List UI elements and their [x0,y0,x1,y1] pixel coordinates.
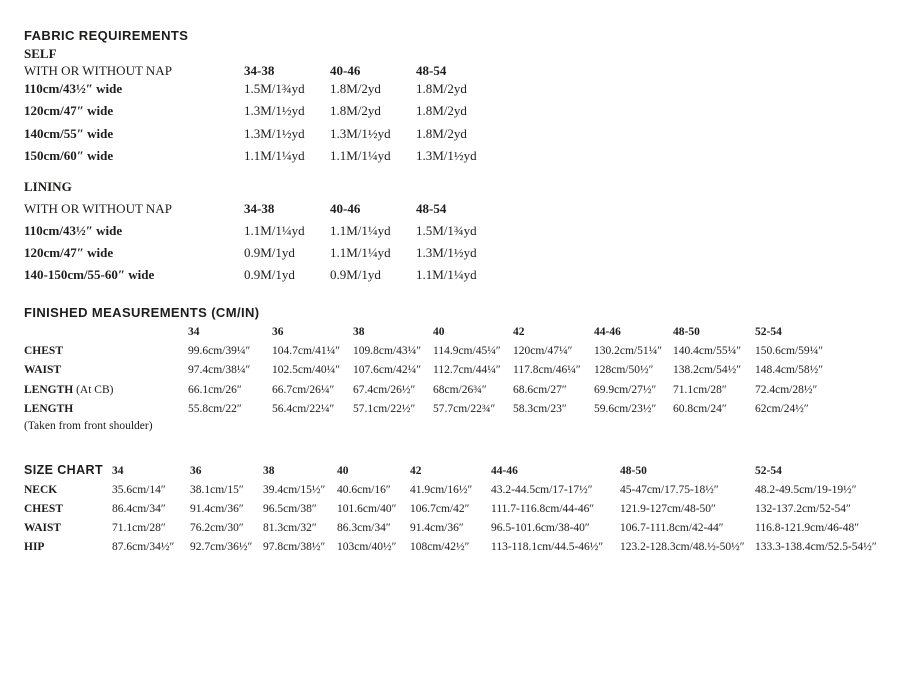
body-measurement-value: 123.2-128.3cm/48.½-50½″ [620,541,745,553]
self-nap-label: WITH OR WITHOUT NAP [24,63,172,78]
yardage-value: 1.1M/1¼yd [330,223,391,238]
table-row [24,126,884,142]
size-header: 52-54 [755,326,782,338]
self-size-header: 48-54 [416,63,447,78]
measurement-value: 97.4cm/38¼″ [188,364,251,376]
measurement-value: 71.1cm/28″ [673,384,727,396]
yardage-value: 1.1M/1¼yd [330,148,391,163]
yardage-value: 1.8M/2yd [416,81,467,96]
body-measurement-value: 92.7cm/36½″ [190,541,253,553]
measurement-value: 60.8cm/24″ [673,403,727,415]
measurement-value: 57.7cm/22¾″ [433,403,496,415]
body-measurement-value: 132-137.2cm/52-54″ [755,503,851,515]
measurement-value: 69.9cm/27½″ [594,384,657,396]
yardage-value: 1.1M/1¼yd [330,245,391,260]
yardage-value: 1.3M/1½yd [244,126,305,141]
measurement-value: 72.4cm/28½″ [755,384,818,396]
yardage-value: 1.5M/1¾yd [244,81,305,96]
fabric-width-label: 150cm/60″ wide [24,148,114,163]
table-row [24,81,884,97]
body-measurement-value: 133.3-138.4cm/52.5-54½″ [755,541,877,553]
yardage-value: 0.9M/1yd [244,245,295,260]
body-measurement-label: HIP [24,541,45,553]
fabric-width-label: 110cm/43½″ wide [24,223,123,238]
measurement-value: 102.5cm/40¼″ [272,364,341,376]
size-header: 36 [190,465,202,477]
table-row [24,223,884,239]
table-row [24,503,894,515]
measurement-label [24,384,188,396]
finished-measurements-header-row [24,326,894,338]
measurement-value: 114.9cm/45¼″ [433,345,501,357]
yardage-value: 1.3M/1½yd [330,126,391,141]
body-measurement-value: 43.2-44.5cm/17-17½″ [491,484,593,496]
body-measurement-value: 86.4cm/34″ [112,503,166,515]
table-row [24,403,894,415]
body-measurement-value: 103cm/40½″ [337,541,397,553]
body-measurement-value: 38.1cm/15″ [190,484,244,496]
body-measurement-label: CHEST [24,503,63,515]
body-measurement-value: 97.8cm/38½″ [263,541,326,553]
yardage-value: 1.1M/1¼yd [244,148,305,163]
body-measurement-value: 108cm/42½″ [410,541,470,553]
measurement-value: 148.4cm/58½″ [755,364,824,376]
self-size-header: 40-46 [330,63,361,78]
size-header: 52-54 [755,465,782,477]
body-measurement-value: 113-118.1cm/44.5-46½″ [491,541,604,553]
table-row [24,103,884,119]
lining-size-header: 48-54 [416,201,447,216]
table-row [24,345,894,357]
yardage-value: 1.3M/1½yd [416,148,477,163]
measurement-value: 56.4cm/22¼″ [272,403,335,415]
body-measurement-value: 76.2cm/30″ [190,522,244,534]
measurement-label-main: LENGTH [24,384,74,396]
measurement-value: 130.2cm/51¼″ [594,345,663,357]
lining-nap-label: WITH OR WITHOUT NAP [24,201,172,216]
size-header: 38 [353,326,365,338]
lining-size-header: 34-38 [244,201,275,216]
table-row [24,541,894,553]
yardage-value: 1.1M/1¼yd [416,267,477,282]
body-measurement-label: NECK [24,484,58,496]
measurement-value: 67.4cm/26½″ [353,384,416,396]
yardage-value: 1.3M/1½yd [416,245,477,260]
self-header-row [24,63,884,79]
measurement-value: 58.3cm/23″ [513,403,567,415]
body-measurement-value: 106.7cm/42″ [410,503,470,515]
measurement-label-note: (At CB) [76,384,114,396]
self-size-header: 34-38 [244,63,275,78]
yardage-value: 1.5M/1¾yd [416,223,477,238]
yardage-value: 0.9M/1yd [330,267,381,282]
fabric-width-label: 140-150cm/55-60″ wide [24,267,155,282]
measurement-value: 109.8cm/43¼″ [353,345,422,357]
body-measurement-value: 91.4cm/36″ [410,522,464,534]
lining-size-header: 40-46 [330,201,361,216]
yardage-value: 1.3M/1½yd [244,103,305,118]
table-row [24,384,894,396]
finished-measurements-title: FINISHED MEASUREMENTS (CM/IN) [24,305,260,320]
body-measurement-value: 91.4cm/36″ [190,503,244,515]
body-measurement-value: 121.9-127cm/48-50″ [620,503,716,515]
size-header: 34 [112,465,124,477]
measurement-value: 140.4cm/55¼″ [673,345,742,357]
yardage-value: 1.8M/2yd [416,103,467,118]
body-measurement-value: 87.6cm/34½″ [112,541,175,553]
table-row [24,148,884,164]
size-chart-header-row [24,463,894,477]
size-header: 38 [263,465,275,477]
size-header: 48-50 [620,465,647,477]
size-header: 42 [410,465,422,477]
body-measurement-value: 101.6cm/40″ [337,503,397,515]
measurement-value: 59.6cm/23½″ [594,403,657,415]
measurement-value: 120cm/47¼″ [513,345,573,357]
body-measurement-value: 39.4cm/15½″ [263,484,326,496]
measurement-label: LENGTH [24,403,74,415]
measurement-value: 62cm/24½″ [755,403,809,415]
lining-label: LINING [24,179,72,194]
measurement-value: 107.6cm/42¼″ [353,364,422,376]
yardage-value: 0.9M/1yd [244,267,295,282]
measurement-value: 57.1cm/22½″ [353,403,416,415]
body-measurement-value: 81.3cm/32″ [263,522,317,534]
measurement-value: 68.6cm/27″ [513,384,567,396]
measurement-value: 66.1cm/26″ [188,384,242,396]
measurement-value: 68cm/26¾″ [433,384,487,396]
measurement-label: CHEST [24,345,63,357]
measurement-value: 55.8cm/22″ [188,403,242,415]
size-chart-title: SIZE CHART [24,463,103,477]
yardage-value: 1.8M/2yd [330,103,381,118]
body-measurement-value: 48.2-49.5cm/19-19½″ [755,484,857,496]
measurement-value: 128cm/50½″ [594,364,654,376]
measurement-value: 99.6cm/39¼″ [188,345,251,357]
fabric-width-label: 140cm/55″ wide [24,126,114,141]
size-header: 44-46 [491,465,518,477]
size-header: 40 [337,465,349,477]
body-measurement-value: 106.7-111.8cm/42-44″ [620,522,724,534]
fabric-width-label: 110cm/43½″ wide [24,81,123,96]
size-header: 34 [188,326,200,338]
measurement-value: 66.7cm/26¼″ [272,384,335,396]
table-row [24,522,894,534]
fabric-width-label: 120cm/47″ wide [24,245,114,260]
length-footnote: (Taken from front shoulder) [24,420,153,432]
body-measurement-value: 40.6cm/16″ [337,484,391,496]
measurement-value: 150.6cm/59¼″ [755,345,824,357]
yardage-value: 1.1M/1¼yd [244,223,305,238]
body-measurement-value: 45-47cm/17.75-18½″ [620,484,719,496]
self-label: SELF [24,46,57,61]
measurement-value: 117.8cm/46¼″ [513,364,581,376]
table-row [24,267,884,283]
size-header: 48-50 [673,326,700,338]
size-header: 42 [513,326,525,338]
measurement-value: 104.7cm/41¼″ [272,345,341,357]
measurement-label: WAIST [24,364,62,376]
measurement-value: 112.7cm/44¼″ [433,364,501,376]
size-header: 44-46 [594,326,621,338]
yardage-value: 1.8M/2yd [330,81,381,96]
size-header: 40 [433,326,445,338]
body-measurement-value: 71.1cm/28″ [112,522,166,534]
table-row [24,364,894,376]
body-measurement-value: 41.9cm/16½″ [410,484,473,496]
table-row [24,245,884,261]
table-row [24,484,894,496]
fabric-requirements-title: FABRIC REQUIREMENTS [24,28,189,43]
body-measurement-value: 86.3cm/34″ [337,522,391,534]
measurement-value: 138.2cm/54½″ [673,364,742,376]
body-measurement-value: 35.6cm/14″ [112,484,166,496]
size-header: 36 [272,326,284,338]
fabric-width-label: 120cm/47″ wide [24,103,114,118]
body-measurement-label: WAIST [24,522,62,534]
body-measurement-value: 96.5-101.6cm/38-40″ [491,522,590,534]
lining-header-row [24,201,884,217]
body-measurement-value: 111.7-116.8cm/44-46″ [491,503,595,515]
yardage-value: 1.8M/2yd [416,126,467,141]
body-measurement-value: 96.5cm/38″ [263,503,317,515]
body-measurement-value: 116.8-121.9cm/46-48″ [755,522,860,534]
